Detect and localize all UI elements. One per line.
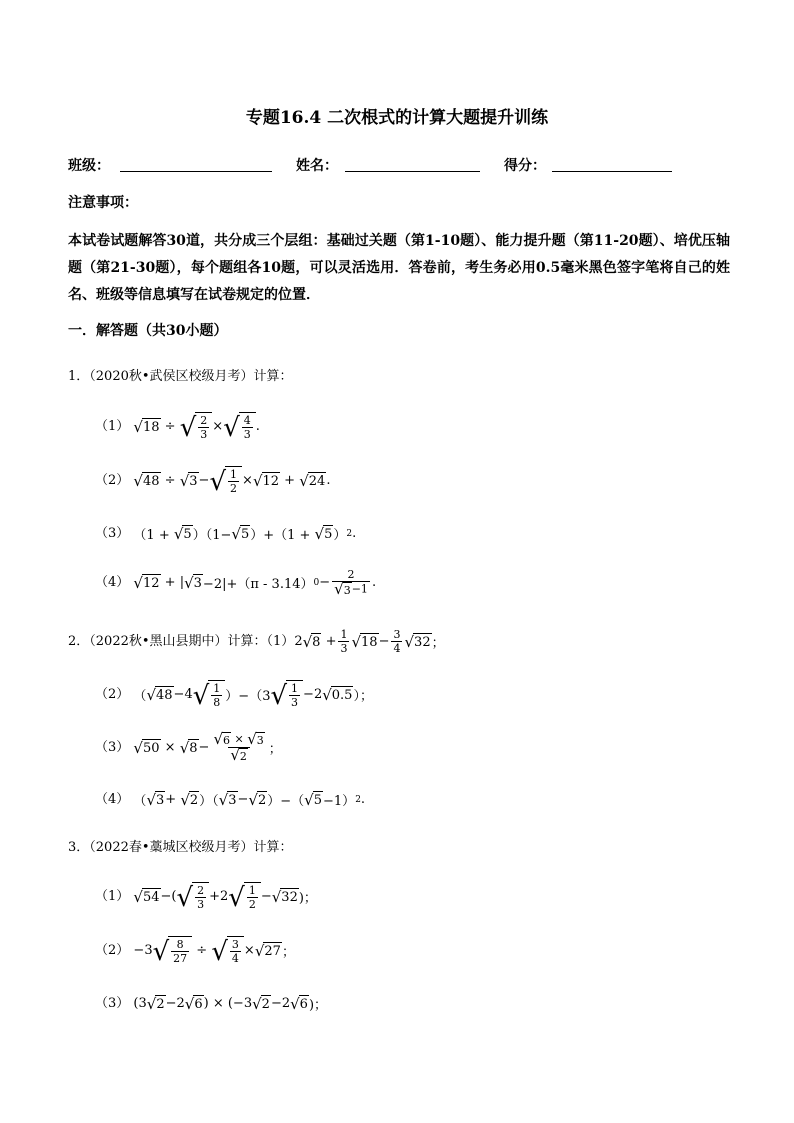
question-2-heading: 2．（2022秋•黑山县期中）计算：（1）2 √ 8 + $\frac{1}{3}$ √ 18 − $\frac{3}{4}$ √ 32 ；: [68, 628, 445, 655]
name-label: 姓名：: [296, 158, 338, 174]
part-label: （1）: [95, 889, 130, 904]
page-title: 专题16.4 二次根式的计算大题提升训练: [245, 108, 549, 128]
notice-body: 本试卷试题解答30道，共分成三个层组：基础过关题（第1-10题）、能力提升题（第11-20题）、培优压轴题（第21-30题），每个题组各10题，可以灵活选用．答卷前，考生务必用0.5毫米黑色签字笔将自己的姓名、班级等信息填写在试卷规定的位置．: [68, 233, 730, 303]
question-3-part-3: [95, 992, 327, 1013]
part-label: （4）: [95, 792, 130, 807]
math-expression: （1 + √ 5 ）（1− √ 5 ）+（1 + √ 5 ） 2 .: [133, 525, 357, 543]
student-info-row: [0, 155, 794, 175]
part-label: （3）: [95, 996, 130, 1011]
math-expression: −3 √ $\frac{8}{27}$ ÷ √ $\frac{3}{4}$ × √ 27 ；: [133, 937, 295, 967]
math-expression: （ √ 3 + √ 2 ）（ √ 3 − √ 2 ）−（ √ 5 −1） 2 .: [133, 791, 366, 809]
class-field[interactable]: [120, 157, 272, 172]
math-expression: √ 50 × √ 8 − √ 6 × √ 3 √ 2 ；: [133, 730, 282, 764]
section-heading: 一．解答题（共30小题）: [68, 323, 228, 339]
part-label: （2）: [95, 473, 130, 488]
name-field[interactable]: [345, 157, 480, 172]
part-label: （3）: [95, 740, 130, 755]
part-label: （1）: [95, 419, 130, 434]
question-1-part-2: [95, 466, 330, 495]
math-expression: √ 54 −( √ $\frac{2}{3}$ +2 √ $\frac{1}{2}$ − √ 32 )；: [133, 883, 317, 913]
part-label: （4）: [95, 575, 130, 590]
math-expression: (3 √ 2 −2 √ 6 ) × (−3 √ 2 −2 √ 6 )；: [133, 995, 328, 1013]
question-2-part-3: [95, 732, 282, 763]
math-expression: （ √ 48 −4 √ $\frac{1}{8}$ ）−（3 √ $\frac{1}{3}$ −2 √ 0.5 ）；: [133, 681, 373, 711]
math-expression: √ 12 + | √ 3 −2|+（π - 3.14） 0 − 2 √ 3 −1 .: [133, 568, 377, 598]
part-label: （2）: [95, 687, 130, 702]
question-3-part-1: [95, 882, 317, 911]
class-label: 班级：: [68, 158, 110, 174]
question-1-part-4: [95, 568, 376, 597]
question-1-part-1: [95, 412, 260, 441]
question-1-heading: 1．（2020秋•武侯区校级月考）计算：: [68, 369, 293, 384]
question-3-heading: 3．（2022春•藁城区校级月考）计算：: [68, 840, 293, 855]
question-2-part-4: [95, 788, 365, 809]
question-3-part-2: [95, 936, 295, 965]
math-expression: √ 48 ÷ √ 3 − √ $\frac{1}{2}$ × √ 12 + √ 24 .: [133, 467, 331, 497]
math-expression: 2 √ 8 + $\frac{1}{3}$ √ 18 − $\frac{3}{4}$ √ 32 ；: [294, 628, 445, 655]
part-label: （2）: [95, 943, 130, 958]
part-label: （3）: [95, 526, 130, 541]
score-label: 得分：: [504, 158, 546, 174]
math-expression: √ 18 ÷ √ $\frac{2}{3}$ × √ $\frac{4}{3}$ .: [133, 413, 260, 443]
notice-heading: 注意事项：: [68, 195, 138, 211]
question-2-part-2: [95, 680, 373, 709]
score-field[interactable]: [552, 157, 672, 172]
question-1-part-3: [95, 522, 356, 543]
